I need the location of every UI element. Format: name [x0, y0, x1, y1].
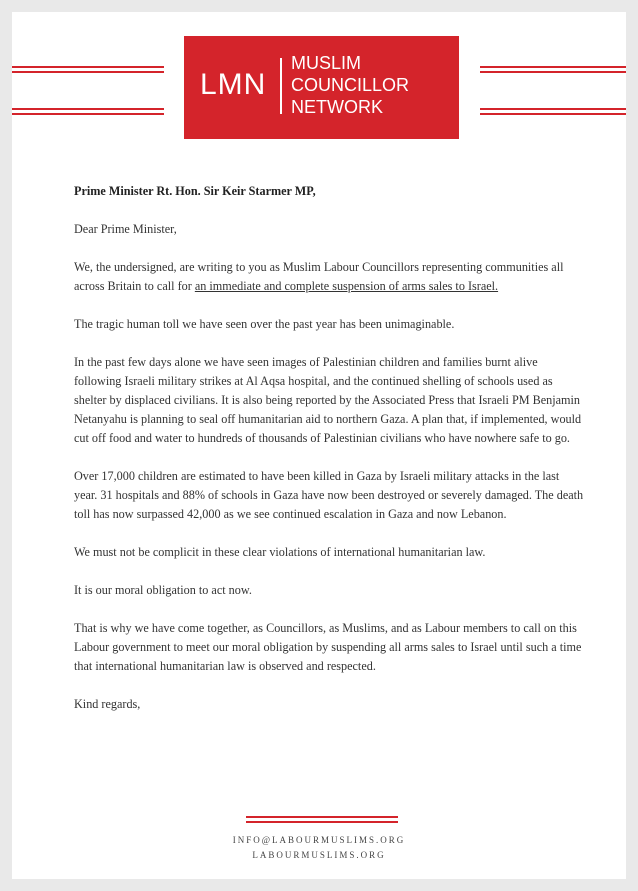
- addressee: Prime Minister Rt. Hon. Sir Keir Starmer MP,: [74, 184, 316, 198]
- paragraph-7: That is why we have come together, as Councillors, as Muslims, and as Labour members to call on this Labour government to meet our moral obligation by suspending all arms sales to Israel until such a time that international humanitarian law is observed and respected.: [74, 621, 582, 673]
- footer-website[interactable]: LABOURMUSLIMS.ORG: [252, 850, 386, 860]
- logo-line-3: NETWORK: [291, 97, 383, 117]
- logo-abbreviation: LMN: [200, 68, 267, 101]
- paragraph-6: It is our moral obligation to act now.: [74, 583, 252, 597]
- logo-line-1: MUSLIM: [291, 53, 362, 73]
- salutation: Dear Prime Minister,: [74, 222, 177, 236]
- lmn-logo: [184, 36, 459, 139]
- footer-rule-bottom: [246, 821, 398, 823]
- arms-sales-demand: an immediate and complete suspension of arms sales to Israel.: [194, 279, 499, 293]
- footer-rule-top: [246, 816, 398, 818]
- paragraph-5: We must not be complicit in these clear violations of international humanitarian law.: [74, 545, 486, 559]
- logo-line-2: COUNCILLOR: [291, 75, 410, 95]
- letter-body: [74, 182, 584, 733]
- logo-divider: [280, 58, 282, 114]
- footer-email[interactable]: INFO@LABOURMUSLIMS.ORG: [232, 835, 406, 845]
- paragraph-1-text: We, the undersigned, are writing to you as Muslim Labour Councillors representing communities all across Britain to call for: [74, 260, 564, 293]
- paragraph-1: [74, 258, 584, 296]
- logo-name: [291, 52, 409, 118]
- paragraph-3: In the past few days alone we have seen images of Palestinian children and families burnt alive following Israeli military strikes at Al Aqsa hospital, and the continued shelling of schools used as shelter by displaced civilians. It is also being reported by the Associated Press that Israeli PM Benjamin Netanyahu is planning to seal off humanitarian aid to northern Gaza. A plan that, if implemented, would cut off food and water to hundreds of thousands of Palestinian civilians who have nowhere safe to go.: [74, 355, 582, 445]
- paragraph-4: Over 17,000 children are estimated to have been killed in Gaza by Israeli military attacks in the last year. 31 hospitals and 88% of schools in Gaza have now been destroyed or severely damaged. The death toll has now surpassed 42,000 as we see continued escalation in Gaza and now Lebanon.: [74, 469, 584, 521]
- paragraph-2: The tragic human toll we have seen over the past year has been unimaginable.: [74, 317, 455, 331]
- closing: Kind regards,: [74, 697, 141, 711]
- letter-page: [12, 12, 626, 879]
